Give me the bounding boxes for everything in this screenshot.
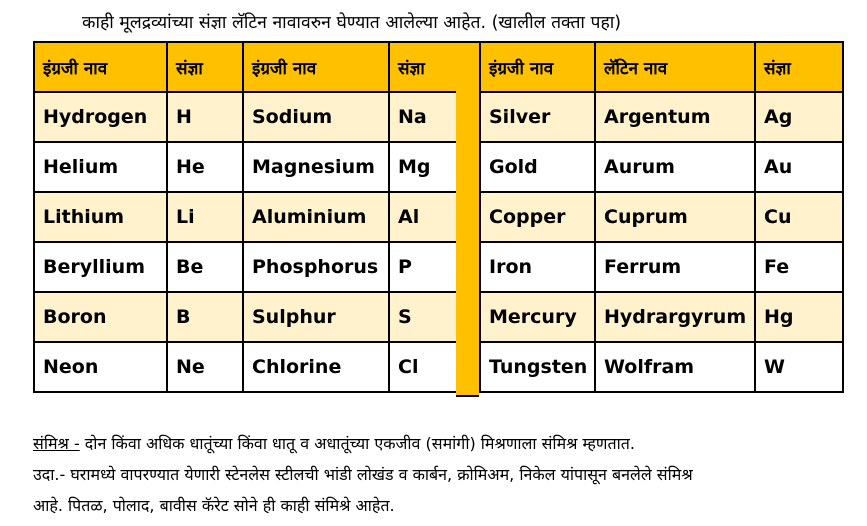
table-cell: P	[389, 242, 459, 292]
table-cell: Ne	[167, 342, 243, 392]
table-row	[34, 242, 459, 292]
table-cell: Sulphur	[243, 292, 389, 342]
table-cell: Ferrum	[595, 242, 755, 292]
table-cell: Na	[389, 92, 459, 142]
table-cell: S	[389, 292, 459, 342]
table-cell: Cuprum	[595, 192, 755, 242]
table-cell: Gold	[480, 142, 595, 192]
table-cell: Argentum	[595, 92, 755, 142]
table-cell: Boron	[34, 292, 167, 342]
left-table	[33, 41, 460, 393]
table-cell: Sodium	[243, 92, 389, 142]
table-cell: Chlorine	[243, 342, 389, 392]
table-cell: He	[167, 142, 243, 192]
table-header-row	[34, 42, 459, 92]
example-line: आहे. पितळ, पोलाद, बावीस कॅरेट सोने ही काही संमिश्रे आहेत.	[33, 496, 395, 515]
table-separator	[456, 41, 479, 397]
table-cell: W	[755, 342, 843, 392]
table-cell: Hydrargyrum	[595, 292, 755, 342]
header-cell: संज्ञा	[755, 42, 843, 92]
table-cell: Mg	[389, 142, 459, 192]
table-cell: Hg	[755, 292, 843, 342]
table-cell: Silver	[480, 92, 595, 142]
table-cell: Iron	[480, 242, 595, 292]
table-cell: Mercury	[480, 292, 595, 342]
table-cell: Wolfram	[595, 342, 755, 392]
alloy-definition: दोन किंवा अधिक धातूंच्या किंवा धातू व अधातूंच्या एकजीव (समांगी) मिश्रणाला संमिश्र म्हणतात.	[79, 434, 635, 453]
definition-line	[33, 428, 853, 459]
table-cell: Beryllium	[34, 242, 167, 292]
table-row	[34, 192, 459, 242]
table-cell: Hydrogen	[34, 92, 167, 142]
table-cell: Cu	[755, 192, 843, 242]
alloy-note	[33, 428, 853, 521]
table-cell: Aluminium	[243, 192, 389, 242]
table-cell: Neon	[34, 342, 167, 392]
header-cell: इंग्रजी नाव	[480, 42, 595, 92]
table-cell: Al	[389, 192, 459, 242]
alloy-term: संमिश्र -	[33, 434, 80, 453]
table-cell: Au	[755, 142, 843, 192]
header-cell: इंग्रजी नाव	[34, 42, 167, 92]
table-cell: Li	[167, 192, 243, 242]
header-cell: इंग्रजी नाव	[243, 42, 389, 92]
table-cell: B	[167, 292, 243, 342]
right-table	[479, 41, 844, 393]
table-cell: Fe	[755, 242, 843, 292]
table-row	[480, 292, 843, 342]
header-cell: संज्ञा	[167, 42, 243, 92]
header-cell: संज्ञा	[389, 42, 459, 92]
example-line: उदा.- घरामध्ये वापरण्यात येणारी स्टेनलेस स्टीलची भांडी लोखंड व कार्बन, क्रोमिअम, निकेल यांपासून बनलेले संमिश्र	[33, 465, 693, 484]
table-cell: Copper	[480, 192, 595, 242]
table-cell: Ag	[755, 92, 843, 142]
table-row	[480, 142, 843, 192]
table-header-row	[480, 42, 843, 92]
table-cell: Be	[167, 242, 243, 292]
table-row	[480, 242, 843, 292]
table-cell: Cl	[389, 342, 459, 392]
table-row	[34, 342, 459, 392]
header-cell: लॅटिन नाव	[595, 42, 755, 92]
table-cell: Tungsten	[480, 342, 595, 392]
caption: काही मूलद्रव्यांच्या संज्ञा लॅटिन नावावरुन घेण्यात आलेल्या आहेत. (खालील तक्ता पहा)	[82, 13, 622, 33]
table-cell: Phosphorus	[243, 242, 389, 292]
table-cell: Aurum	[595, 142, 755, 192]
table-row	[34, 92, 459, 142]
table-row	[34, 292, 459, 342]
table-row	[480, 342, 843, 392]
table-cell: Lithium	[34, 192, 167, 242]
table-cell: H	[167, 92, 243, 142]
table-cell: Magnesium	[243, 142, 389, 192]
table-row	[480, 92, 843, 142]
table-row	[480, 192, 843, 242]
table-cell: Helium	[34, 142, 167, 192]
table-row	[34, 142, 459, 192]
